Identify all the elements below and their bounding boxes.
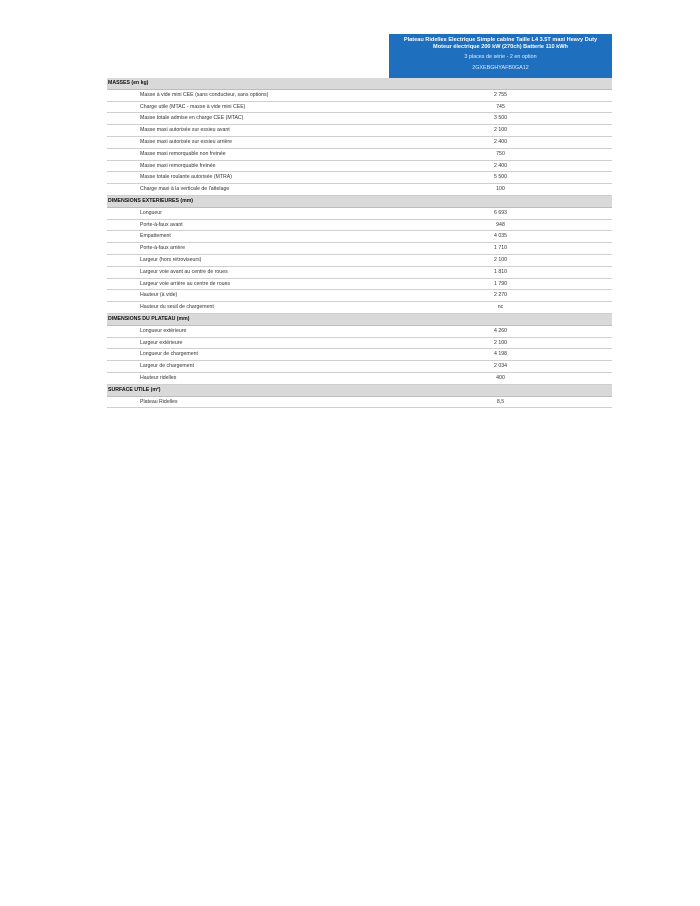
spec-row [107, 184, 612, 196]
spec-value: 2 270 [494, 292, 507, 299]
spec-row [107, 267, 612, 279]
spec-row [107, 220, 612, 232]
spec-row [107, 137, 612, 149]
spec-value: 1 790 [494, 280, 507, 287]
spec-value: 8,5 [496, 398, 505, 405]
seats-info: 3 places de série - 2 en option [464, 54, 537, 61]
spec-value: 4 198 [494, 351, 507, 358]
section-title: DIMENSIONS EXTERIEURES (mm) [108, 197, 194, 204]
spec-label: Masse totale roulante autorisée (MTRA) [140, 174, 232, 181]
section-title: MASSES (en kg) [108, 80, 149, 86]
spec-label: Porte-à-faux avant [140, 221, 183, 228]
vehicle-header [389, 34, 612, 78]
spec-value: 3 500 [494, 115, 507, 122]
spec-row [107, 302, 612, 314]
spec-value: 4 035 [494, 233, 507, 240]
spec-row [107, 113, 612, 125]
spec-label: Masse maxi autorisée sur essieu avant [140, 127, 230, 134]
spec-row [107, 326, 612, 338]
spec-label: Hauteur ridelles [140, 374, 177, 381]
spec-value: 100 [496, 186, 505, 193]
spec-label: Hauteur du seuil de chargement [140, 304, 214, 311]
spec-label: Longueur [140, 209, 162, 216]
spec-row [107, 102, 612, 114]
section-title: DIMENSIONS DU PLATEAU (mm) [108, 315, 190, 322]
spec-row [107, 208, 612, 220]
spec-label: Masse à vide mini CEE (sans conducteur, sans options) [140, 91, 269, 98]
spec-row [107, 290, 612, 302]
spec-label: Longueur extérieure [140, 327, 187, 334]
spec-row [107, 255, 612, 267]
spec-value: 1 810 [494, 268, 507, 275]
spec-label: Hauteur (à vide) [140, 292, 178, 299]
spec-row [107, 397, 612, 409]
spec-label: Charge utile (MTAC - masse à vide mini CEE) [140, 103, 246, 110]
spec-value: 2 400 [494, 138, 507, 145]
spec-row [107, 149, 612, 161]
spec-value: 750 [496, 150, 505, 157]
spec-label: Largeur (hors rétroviseurs) [140, 256, 202, 263]
spec-table [107, 78, 612, 408]
spec-value: 745 [496, 103, 505, 110]
spec-row [107, 349, 612, 361]
spec-row [107, 90, 612, 102]
spec-label: Plateau Ridelles [140, 398, 178, 405]
spec-label: Largeur voie avant au centre de roues [140, 268, 228, 275]
section-header-dimensions-ext [107, 196, 612, 208]
spec-row [107, 172, 612, 184]
section-title: SURFACE UTILE (m²) [108, 386, 161, 393]
section-header-dimensions-plateau [107, 314, 612, 326]
spec-row [107, 373, 612, 385]
spec-value: 5 500 [494, 174, 507, 181]
spec-value: nc [497, 304, 504, 311]
spec-label: Largeur de chargement [140, 363, 194, 370]
spec-value: 2 100 [494, 339, 507, 346]
spec-label: Empattement [140, 233, 171, 240]
spec-label: Masse totale admise en charge CEE (MTAC) [140, 115, 244, 122]
spec-value: 400 [496, 374, 505, 381]
spec-label: Charge maxi à la verticale de l'attelage [140, 186, 230, 193]
spec-label: Masse maxi autorisée sur essieu arrière [140, 138, 232, 145]
spec-value: 4 260 [494, 327, 507, 334]
spec-label: Masse maxi remorquable non freinée [140, 150, 226, 157]
section-header-masses [107, 78, 612, 90]
spec-label: Longueur de chargement [140, 351, 198, 358]
spec-label: Masse maxi remorquable freinée [140, 162, 216, 169]
section-header-surface [107, 385, 612, 397]
spec-value: 6 693 [494, 209, 507, 216]
spec-value: 2 100 [494, 127, 507, 134]
spec-row [107, 125, 612, 137]
vehicle-code: 2GXEBGHYAFB0GA12 [472, 65, 529, 72]
spec-label: Largeur voie arrière au centre de roues [140, 280, 230, 287]
spec-row [107, 243, 612, 255]
spec-value: 2 100 [494, 256, 507, 263]
spec-row [107, 231, 612, 243]
spec-label: Porte-à-faux arrière [140, 245, 185, 252]
spec-row [107, 361, 612, 373]
spec-value: 2 034 [494, 363, 507, 370]
spec-row [107, 279, 612, 291]
spec-row [107, 161, 612, 173]
vehicle-title-line1: Plateau Ridelles Electrique Simple cabine Taille L4 3.5T maxi Heavy Duty [403, 37, 598, 43]
spec-label: Largeur extérieure [140, 339, 183, 346]
spec-row [107, 338, 612, 350]
spec-value: 1 710 [494, 245, 507, 252]
spec-value: 2 400 [494, 162, 507, 169]
spec-value: 948 [496, 221, 505, 228]
spec-value: 2 755 [494, 91, 507, 98]
vehicle-title-line2: Moteur électrique 200 kW (270ch) Batterie 110 kWh [433, 44, 568, 51]
